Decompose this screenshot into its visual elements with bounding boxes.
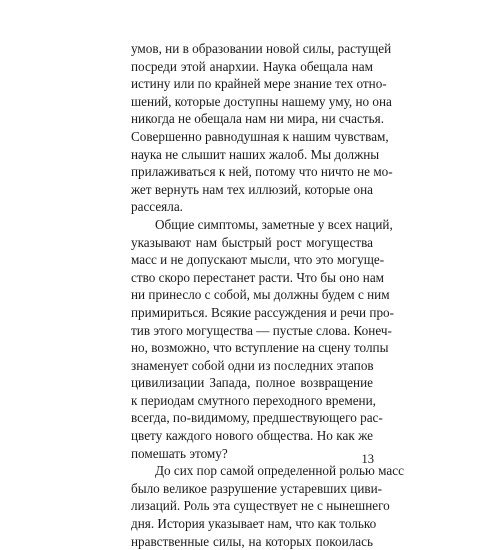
text-line: умов, ни в образовании новой силы, растущей	[131, 41, 392, 56]
text-line: указывают нам быстрый рост могущества	[131, 234, 373, 250]
text-line: масс и не допускают мысли, что это могуще-	[131, 252, 385, 268]
text-line: знаменует собой одни из последних этапов	[131, 357, 374, 373]
text-line: рассеяла.	[131, 199, 183, 215]
text-line: прилаживаться к ней, потому что ничто не мо-	[131, 164, 393, 180]
body-text	[131, 40, 404, 550]
text-line: тив этого могущества — пустые слова. Конеч-	[131, 322, 392, 338]
text-line: цивилизации Запада, полное возвращение	[131, 375, 373, 391]
text-line: посреди этой анархии. Наука обещала нам	[131, 58, 373, 74]
text-line: дня. История указывает нам, что как только	[131, 516, 377, 532]
text-line: наука не слышит наших жалоб. Мы должны	[131, 146, 380, 162]
text-line: никогда не обещала нам ни мира, ни счастья.	[131, 111, 384, 127]
text-line: Совершенно равнодушная к нашим чувствам,	[131, 128, 389, 144]
text-line: ство скоро перестанет расти. Что бы оно нам	[131, 269, 385, 285]
text-line: лизаций. Роль эта существует не с нынешнего	[131, 498, 390, 514]
text-line: цвету каждого нового общества. Но как же	[131, 428, 373, 444]
text-line: было великое разрушение устаревших циви-	[131, 480, 383, 496]
text-line: к периодам смутного переходного времени,	[131, 392, 376, 408]
text-line: но, возможно, что вступление на сцену толпы	[131, 340, 389, 356]
text-line: До сих пор самой определенной ролью масс	[155, 463, 404, 479]
text-line: ни принесло с собой, мы должны будем с ним	[131, 287, 390, 303]
text-line: Общие симптомы, заметные у всех наций,	[155, 216, 393, 232]
text-line: жет вернуть нам тех иллюзий, которые она	[131, 181, 373, 197]
text-line: истину или по крайней мере знание тех отно-	[131, 76, 387, 92]
text-line: помешать этому?	[131, 445, 228, 461]
text-line: примириться. Всякие рассуждения и речи про-	[131, 304, 395, 320]
page-number: 13	[361, 452, 374, 466]
text-line: всегда, по-видимому, предшествующего рас-	[131, 410, 383, 426]
text-line: нравственные силы, на которых покоилась	[131, 533, 373, 549]
text-line: шений, которые доступны нашему уму, но она	[131, 93, 392, 109]
